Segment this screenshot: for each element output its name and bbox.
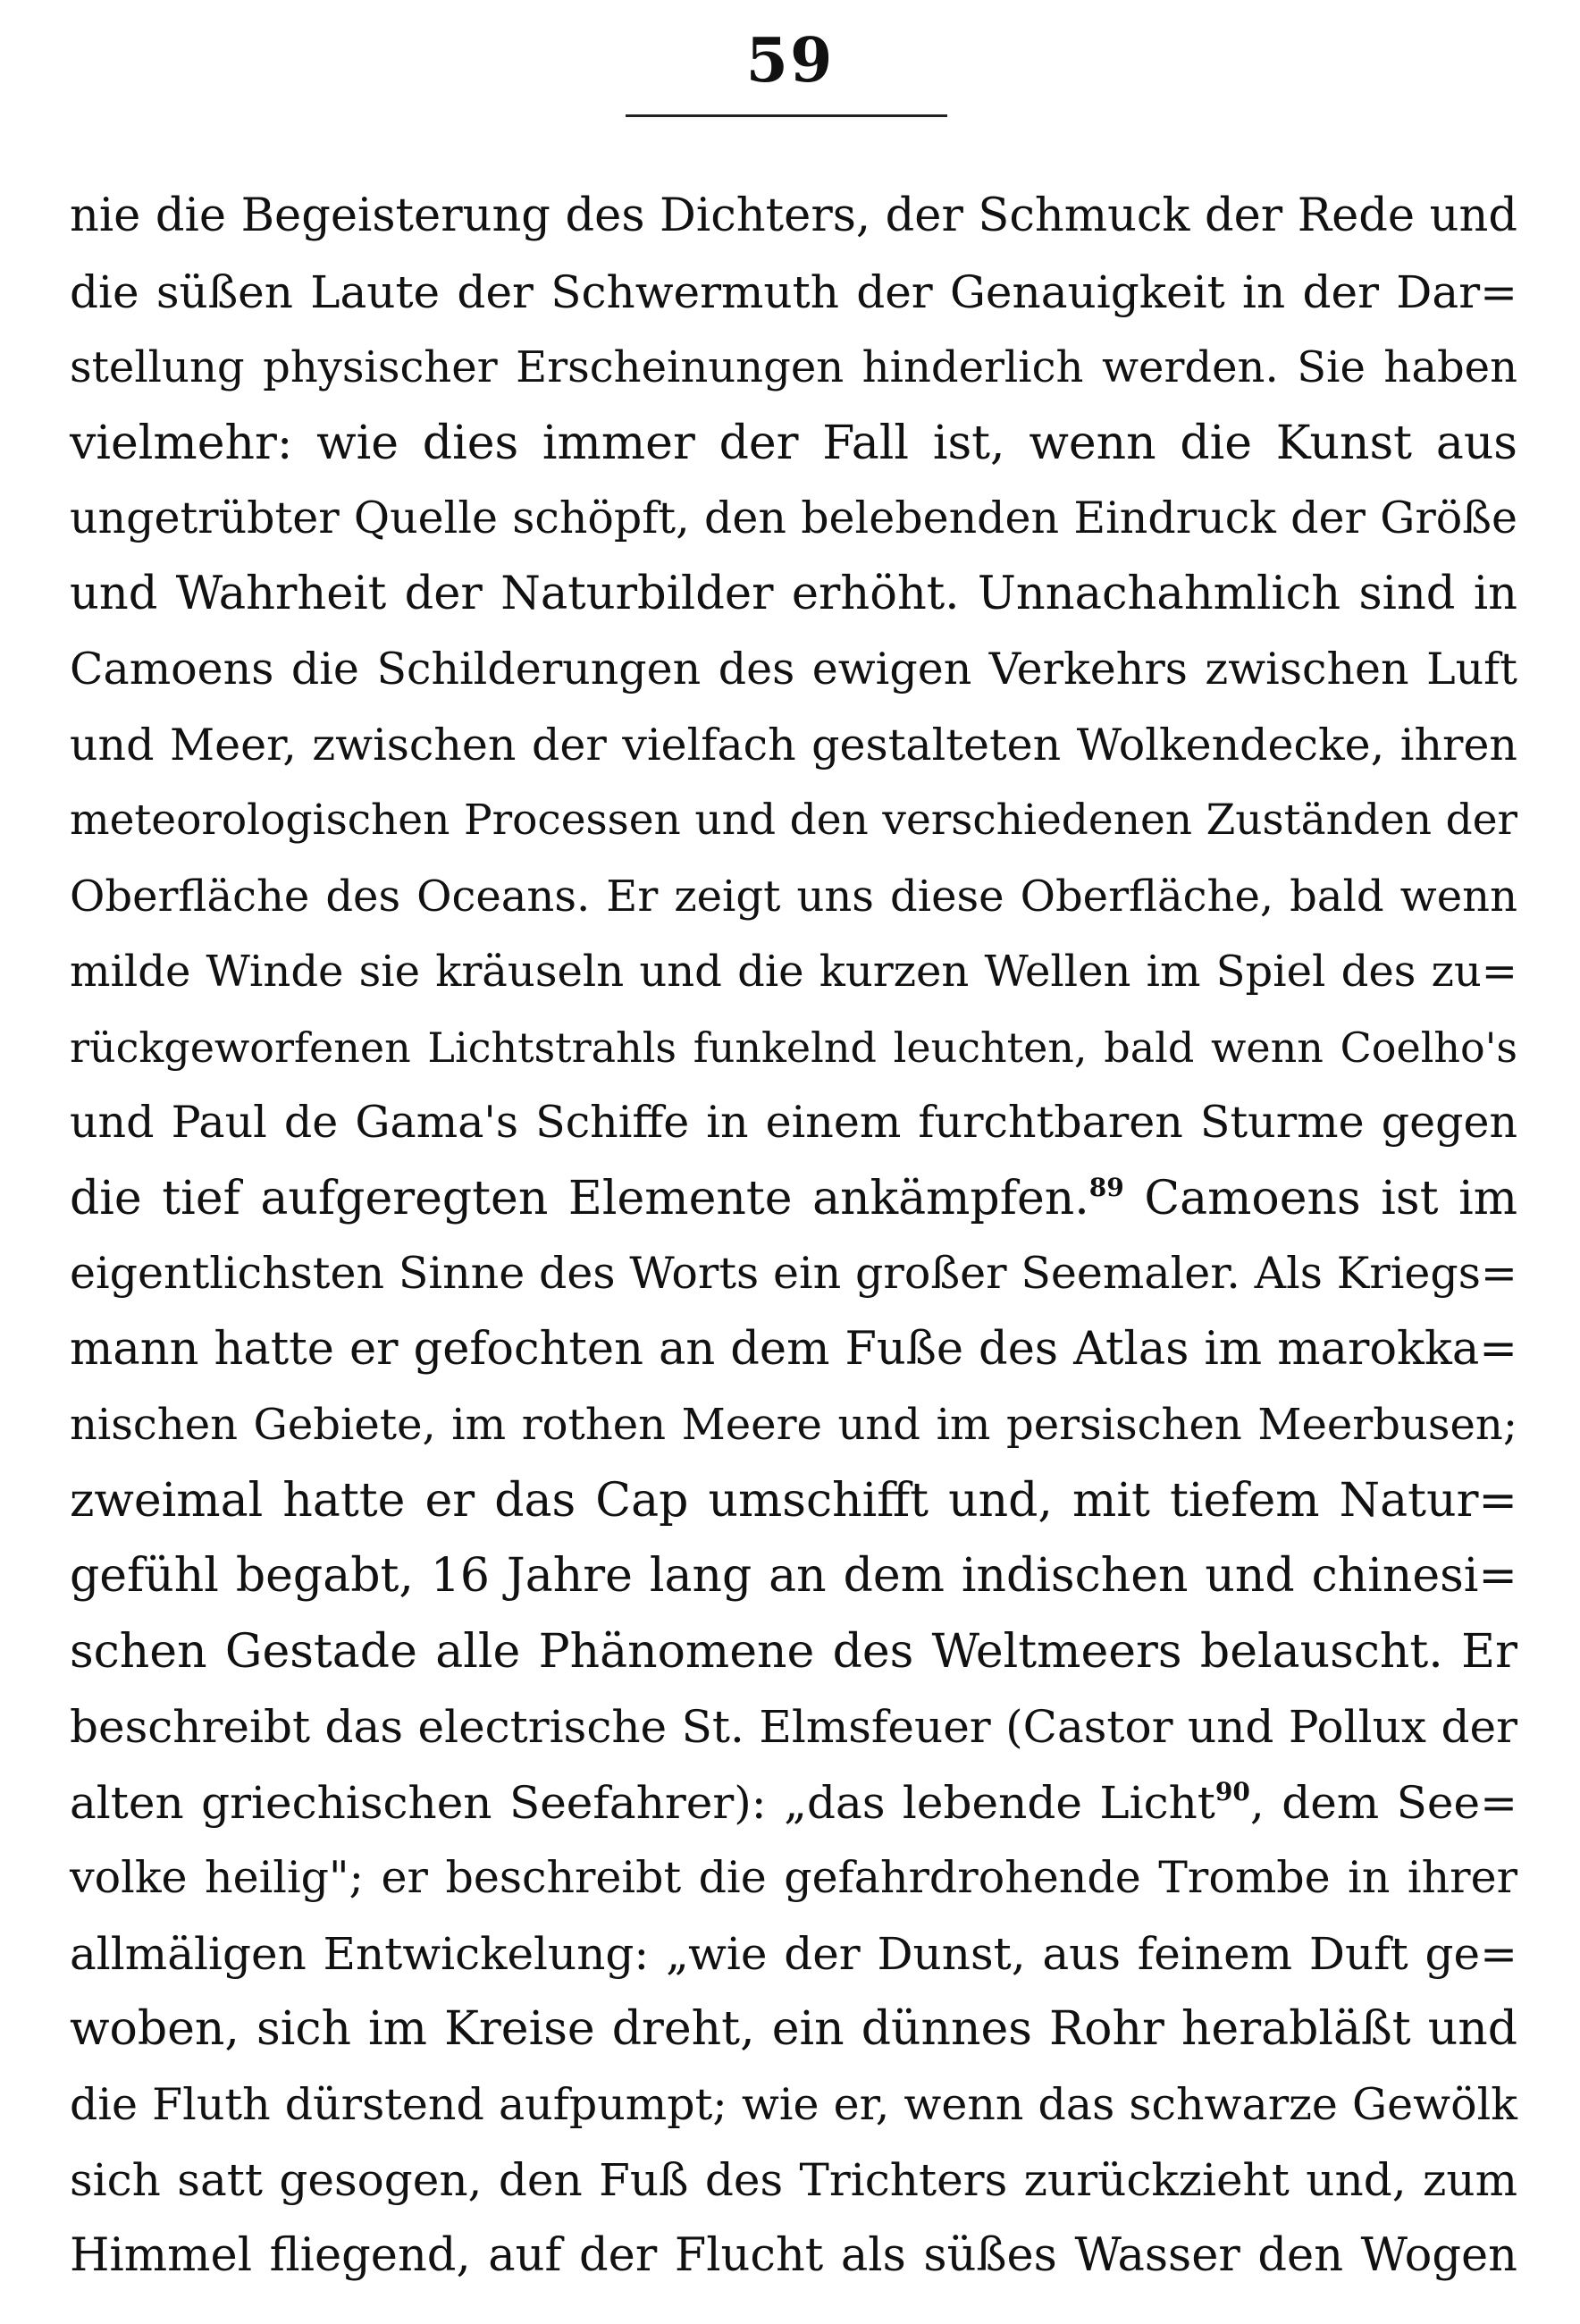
text-line: sich satt gesogen, den Fuß des Trichters zurückzieht und, zum (70, 2154, 1517, 2206)
text-line: Camoens die Schilderungen des ewigen Verkehrs zwischen Luft (70, 644, 1517, 695)
text-line: eigentlichsten Sinne des Worts ein großer Seemaler. Als Kriegs= (70, 1248, 1517, 1299)
text-line: gefühl begabt, 16 Jahre lang an dem indischen und chinesi= (70, 1549, 1517, 1603)
text-line: woben, sich im Kreise dreht, ein dünnes Rohr herabläßt und (70, 2002, 1517, 2056)
text-segment: die tief aufgeregten Elemente ankämpfen. (70, 1171, 1089, 1225)
text-line: und Meer, zwischen der vielfach gestalteten Wolkendecke, ihren (70, 719, 1517, 770)
text-line: milde Winde sie kräuseln und die kurzen Wellen im Spiel des zu= (70, 947, 1517, 997)
text-line: allmäligen Entwickelung: „wie der Dunst, aus feinem Duft ge= (70, 1927, 1517, 1980)
text-line: meteorologischen Processen und den verschiedenen Zuständen der (70, 796, 1517, 845)
text-line-with-footnote (70, 1765, 1517, 1841)
footnote-reference[interactable]: 89 (1088, 1172, 1124, 1202)
text-segment: alten griechischen Seefahrer): „das lebende Licht (70, 1776, 1215, 1829)
text-line: und Paul de Gama's Schiffe in einem furchtbaren Sturme gegen (70, 1097, 1517, 1148)
text-line: die süßen Laute der Schwermuth der Genauigkeit in der Dar= (70, 265, 1517, 318)
text-line: mann hatte er gefochten an dem Fuße des Atlas im marokka= (70, 1322, 1517, 1376)
text-line: beschreibt das electrische St. Elmsfeuer (Castor und Pollux der (70, 1701, 1517, 1753)
text-line: volke heilig"; er beschreibt die gefahrdrohende Trombe in ihrer (70, 1852, 1517, 1903)
page-number: 59 (745, 25, 835, 97)
text-line-with-footnote (70, 1161, 1517, 1237)
text-line: ungetrübter Quelle schöpft, den belebenden Eindruck der Größe (70, 493, 1517, 543)
text-line: schen Gestade alle Phänomene des Weltmeers belauscht. Er (70, 1624, 1517, 1679)
text-line: stellung physischer Erscheinungen hinderlich werden. Sie haben (70, 342, 1517, 392)
text-line: nie die Begeisterung des Dichters, der Schmuck der Rede und (70, 189, 1517, 242)
footnote-reference[interactable]: 90 (1214, 1776, 1250, 1806)
text-line: rückgeworfenen Lichtstrahls funkelnd leuchten, bald wenn Coelho's (70, 1023, 1517, 1072)
text-line: und Wahrheit der Naturbilder erhöht. Unnachahmlich sind in (70, 567, 1517, 620)
text-line: Oberfläche des Oceans. Er zeigt uns diese Oberfläche, bald wenn (70, 871, 1517, 922)
text-segment: Camoens ist im (1123, 1171, 1518, 1225)
text-line: Himmel fliegend, auf der Flucht als süßes Wasser den Wogen (70, 2228, 1517, 2282)
body-text (70, 179, 1517, 2294)
header-rule (626, 114, 947, 117)
text-line: die Fluth dürstend aufpumpt; wie er, wenn das schwarze Gewölk (70, 2078, 1517, 2130)
text-line: zweimal hatte er das Cap umschifft und, mit tiefem Natur= (70, 1473, 1517, 1528)
text-line: vielmehr: wie dies immer der Fall ist, wenn die Kunst aus (70, 416, 1517, 470)
text-segment: , dem See= (1249, 1776, 1517, 1829)
text-line: nischen Gebiete, im rothen Meere und im persischen Meerbusen; (70, 1400, 1517, 1450)
